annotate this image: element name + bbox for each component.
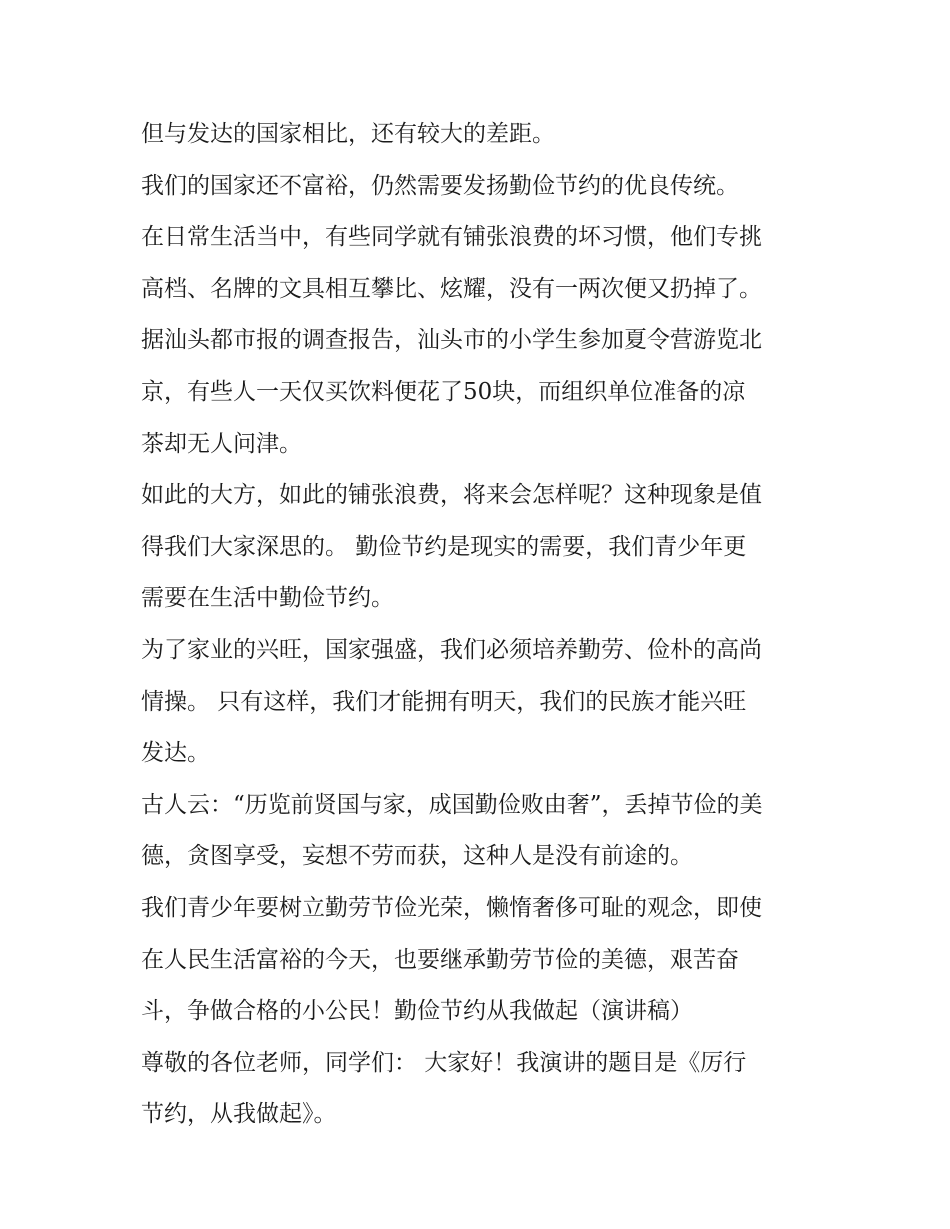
text-line: 茶却无人问津。: [141, 430, 302, 457]
text-line: 古人云：“历览前贤国与家，成国勤俭败由奢”，丢掉节俭的美: [141, 791, 763, 818]
text-line: 据汕头都市报的调查报告，汕头市的小学生参加夏令营游览北: [141, 327, 762, 354]
text-line: 德，贪图享受，妄想不劳而获，这种人是没有前途的。: [141, 843, 693, 870]
text-line: 情操。 只有这样，我们才能拥有明天，我们的民族才能兴旺: [141, 688, 747, 715]
text-line: 高档、名牌的文具相互攀比、炫耀，没有一两次便又扔掉了。: [141, 275, 762, 302]
text-line: 发达。: [141, 740, 210, 767]
text-line: 得我们大家深思的。 勤俭节约是现实的需要，我们青少年更: [141, 533, 747, 560]
body-text: [141, 109, 813, 1141]
text-line: 需要在生活中勤俭节约。: [141, 585, 394, 612]
text-line: 节约，从我做起》。: [141, 1101, 337, 1128]
text-line: 在日常生活当中，有些同学就有铺张浪费的坏习惯，他们专挑: [141, 224, 762, 251]
text-line: 斗，争做合格的小公民！勤俭节约从我做起（演讲稿）: [141, 998, 693, 1025]
text-line: 如此的大方，如此的铺张浪费，将来会怎样呢？这种现象是值: [141, 482, 762, 509]
text-line: 我们青少年要树立勤劳节俭光荣，懒惰奢侈可耻的观念，即使: [141, 894, 762, 921]
text-line: 在人民生活富裕的今天，也要继承勤劳节俭的美德，艰苦奋: [141, 946, 739, 973]
text-line: 为了家业的兴旺，国家强盛，我们必须培养勤劳、俭朴的高尚: [141, 636, 762, 663]
text-line: 尊敬的各位老师，同学们： 大家好！我演讲的题目是《厉行: [141, 1049, 747, 1076]
text-line: 我们的国家还不富裕，仍然需要发扬勤俭节约的优良传统。: [141, 172, 739, 199]
text-line: 但与发达的国家相比，还有较大的差距。: [141, 121, 555, 147]
text-line: 京，有些人一天仅买饮料便花了50块，而组织单位准备的凉: [141, 378, 746, 405]
